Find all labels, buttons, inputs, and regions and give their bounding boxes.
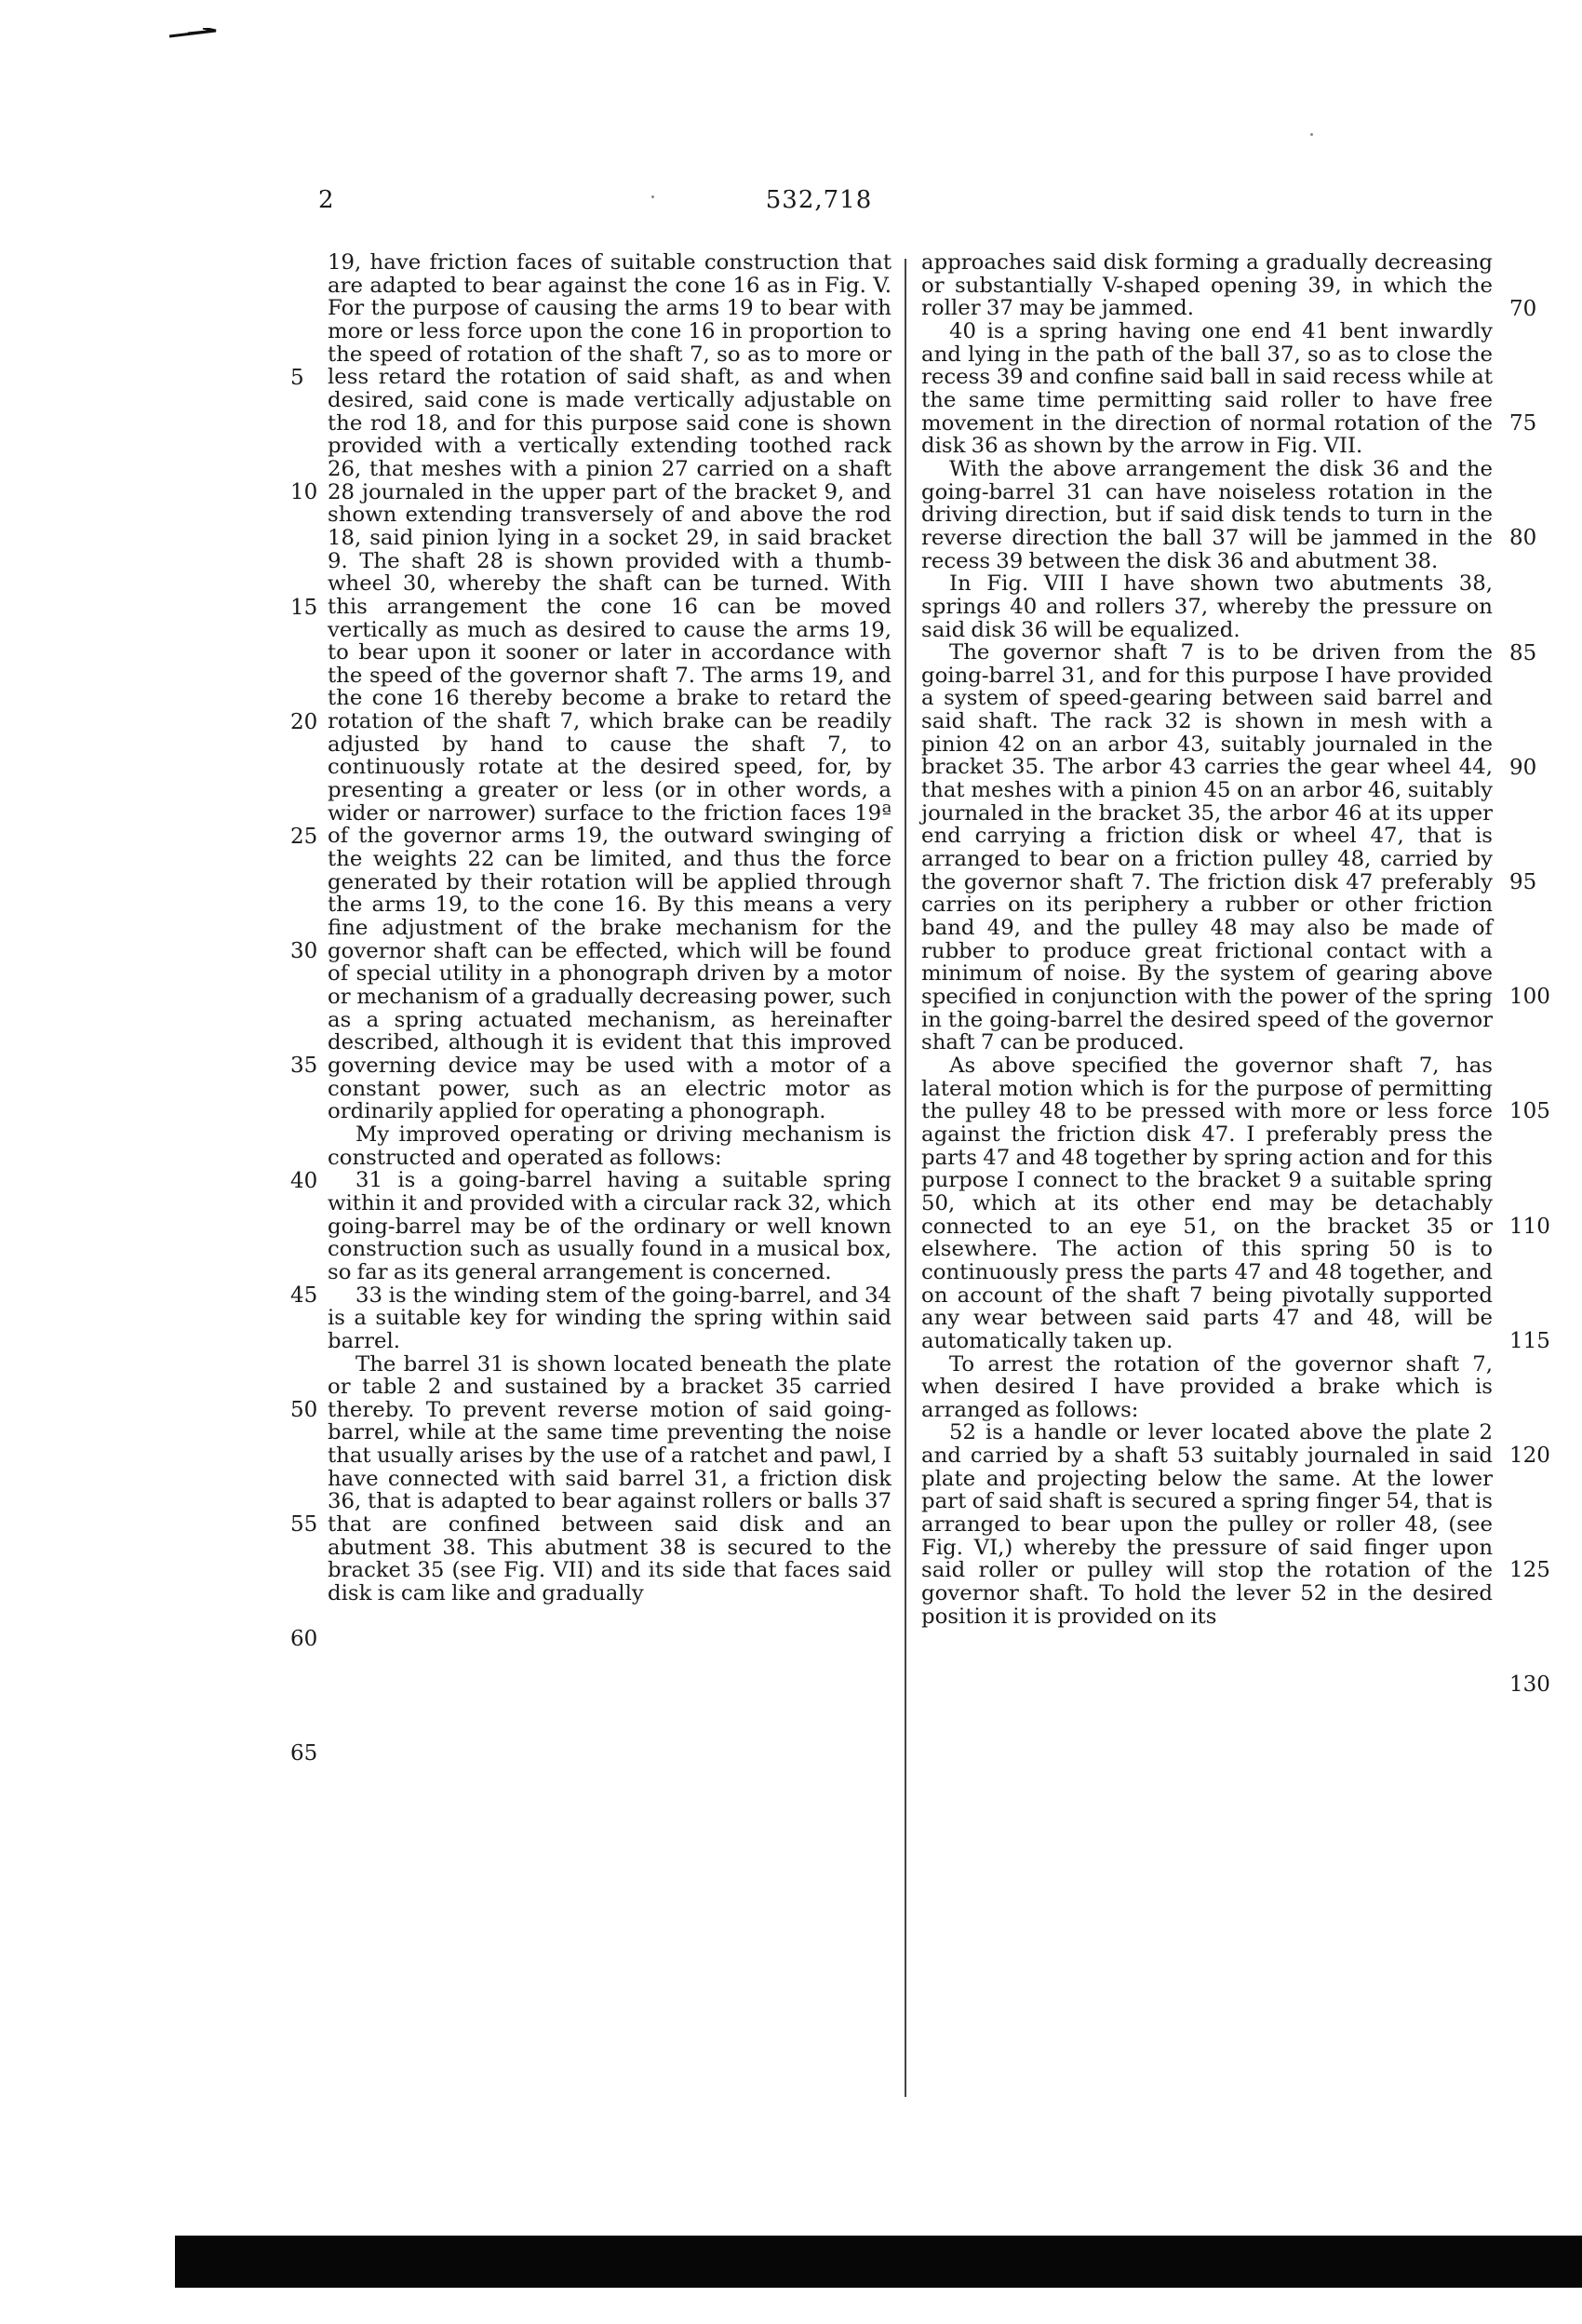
line-number: 15: [290, 596, 318, 620]
paragraph: My improved operating or driving mechanism is constructed and operated as follows:: [328, 1122, 892, 1170]
line-number: 85: [1509, 641, 1537, 665]
arrow-mark-icon: [169, 28, 218, 41]
line-number: 95: [1509, 870, 1537, 894]
scan-speck: [651, 195, 654, 198]
line-number: 115: [1509, 1329, 1550, 1353]
line-number: 5: [290, 366, 304, 390]
line-number: 80: [1509, 526, 1537, 550]
page-header: [0, 186, 1582, 223]
line-number: 45: [290, 1283, 318, 1308]
line-number: 120: [1509, 1444, 1550, 1468]
paragraph: The governor shaft 7 is to be driven from the going-barrel 31, and for this purpose I have provided a system of speed-gearing between said barrel and said shaft. The rack 32 is shown in mesh with a pinion 42 on an arbor 43, suitably journaled in the bracket 35. The arbor 43 carries the gear wheel 44, that meshes with a pinion 45 on an arbor 46, suitably journaled in the bracket 35, the arbor 46 at its upper end carrying a friction disk or wheel 47, that is arranged to bear on a friction pulley 48, carried by the governor shaft 7. The friction disk 47 preferably carries on its periphery a rubber or other friction band 49, and the pulley 48 may also be made of rubber to produce great frictional contact with a minimum of noise. By the system of gearing above specified in conjunction with the power of the spring in the going-barrel the desired speed of the governor shaft 7 can be produced.: [921, 640, 1493, 1055]
line-number: 70: [1509, 297, 1537, 321]
paragraph: 19, have friction faces of suitable construction that are adapted to bear against the cone 16 as in Fig. V. For the purpose of causing the arms 19 to bear with more or less force upon the cone 16 in proportion to the speed of rotation of the shaft 7, so as to more or less retard the rotation of said shaft, as and when desired, said cone is made vertically adjustable on the rod 18, and for this purpose said cone is shown provided with a vertically extending toothed rack 26, that meshes with a pinion 27 carried on a shaft 28 journaled in the upper part of the bracket 9, and shown extending transversely of and above the rod 18, said pinion lying in a socket 29, in said bracket 9. The shaft 28 is shown provided with a thumb-wheel 30, whereby the shaft can be turned. With this arrangement the cone 16 can be moved vertically as much as desired to cause the arms 19, to bear upon it sooner or later in accordance with the speed of the governor shaft 7. The arms 19, and the cone 16 thereby become a brake to retard the rotation of the shaft 7, which brake can be readily adjusted by hand to cause the shaft 7, to continuously rotate at the desired speed, for, by presenting a greater or less (or in other words, a wider or narrower) surface to the friction faces 19ª of the governor arms 19, the outward swinging of the weights 22 can be limited, and thus the force generated by their rotation will be applied through the arms 19, to the cone 16. By this means a very fine adjustment of the brake mechanism for the governor shaft can be effected, which will be found of special utility in a phonograph driven by a motor or mechanism of a gradually decreasing power, such as a spring actuated mechanism, as hereinafter described, although it is evident that this improved governing device may be used with a motor of a constant power, such as an electric motor as ordinarily applied for operating a phonograph.: [328, 250, 892, 1124]
paragraph: To arrest the rotation of the governor shaft 7, when desired I have provided a brake which is arranged as follows:: [921, 1351, 1493, 1422]
patent-number: 532,718: [765, 186, 873, 214]
line-number: 105: [1509, 1099, 1550, 1123]
scan-border-bar: [175, 2236, 1582, 2288]
line-number: 35: [290, 1054, 318, 1078]
line-number: 25: [290, 825, 318, 849]
line-number: 40: [290, 1169, 318, 1193]
right-column: [921, 251, 1493, 2103]
paragraph: With the above arrangement the disk 36 and the going-barrel 31 can have noiseless rotation in the driving direction, but if said disk tends to turn in the reverse direction the ball 37 will be jammed in the recess 39 between the disk 36 and abutment 38.: [921, 456, 1493, 573]
paragraph: 31 is a going-barrel having a suitable spring within it and provided with a circular rack 32, which going-barrel may be of the ordinary or well known construction such as usually found in a musical box, so far as its general arrangement is concerned.: [328, 1168, 892, 1284]
paragraph: 40 is a spring having one end 41 bent inwardly and lying in the path of the ball 37, so as to close the recess 39 and confine said ball in said recess while at the same time permitting said roller to have free movement in the direction of normal rotation of the disk 36 as shown by the arrow in Fig. VII.: [921, 318, 1493, 459]
line-number: 30: [290, 939, 318, 963]
line-number: 75: [1509, 411, 1537, 436]
line-number: 90: [1509, 756, 1537, 780]
paragraph: In Fig. VIII I have shown two abutments 38, springs 40 and rollers 37, whereby the pressure on said disk 36 will be equalized.: [921, 571, 1493, 642]
line-number: 65: [290, 1741, 318, 1766]
paragraph: As above specified the governor shaft 7, has lateral motion which is for the purpose of permitting the pulley 48 to be pressed with more or less force against the friction disk 47. I preferably press the parts 47 and 48 together by spring action and for this purpose I connect to the bracket 9 a suitable spring 50, which at its other end may be detachably connected to an eye 51, on the bracket 35 or elsewhere. The action of this spring 50 is to continuously press the parts 47 and 48 together, and on account of the shaft 7 being pivotally supported any wear between said parts 47 and 48, will be automatically taken up.: [921, 1053, 1493, 1353]
line-number: 130: [1509, 1672, 1550, 1697]
line-number: 125: [1509, 1558, 1550, 1582]
line-number: 10: [290, 480, 318, 504]
line-number: 60: [290, 1627, 318, 1651]
paragraph: 33 is the winding stem of the going-barrel, and 34 is a suitable key for winding the spring within said barrel.: [328, 1283, 892, 1353]
paragraph: 52 is a handle or lever located above the plate 2 and carried by a shaft 53 suitably journaled in said plate and projecting below the same. At the lower part of said shaft is secured a spring finger 54, that is arranged to bear upon the pulley or roller 48, (see Fig. VI,) whereby the pressure of said finger upon said roller or pulley will stop the rotation of the governor shaft. To hold the lever 52 in the desired position it is provided on its: [921, 1420, 1493, 1629]
paragraph: The barrel 31 is shown located beneath the plate or table 2 and sustained by a bracket 35 carried thereby. To prevent reverse motion of said going-barrel, while at the same time preventing the noise that usually arises by the use of a ratchet and pawl, I have connected with said barrel 31, a friction disk 36, that is adapted to bear against rollers or balls 37 that are confined between said disk and an abutment 38. This abutment 38 is secured to the bracket 35 (see Fig. VII) and its side that faces said disk is cam like and gradually: [328, 1351, 892, 1606]
line-number: 20: [290, 710, 318, 734]
page-number: 2: [318, 186, 334, 214]
column-divider: [905, 259, 906, 2097]
line-number: 110: [1509, 1215, 1550, 1239]
left-column: [328, 251, 892, 2103]
scan-speck: [1310, 133, 1313, 136]
paragraph: approaches said disk forming a gradually decreasing or substantially V-shaped opening 39, in which the roller 37 may be jammed.: [921, 250, 1493, 321]
line-number: 100: [1509, 985, 1550, 1009]
line-number: 50: [290, 1398, 318, 1422]
line-number: 55: [290, 1512, 318, 1537]
